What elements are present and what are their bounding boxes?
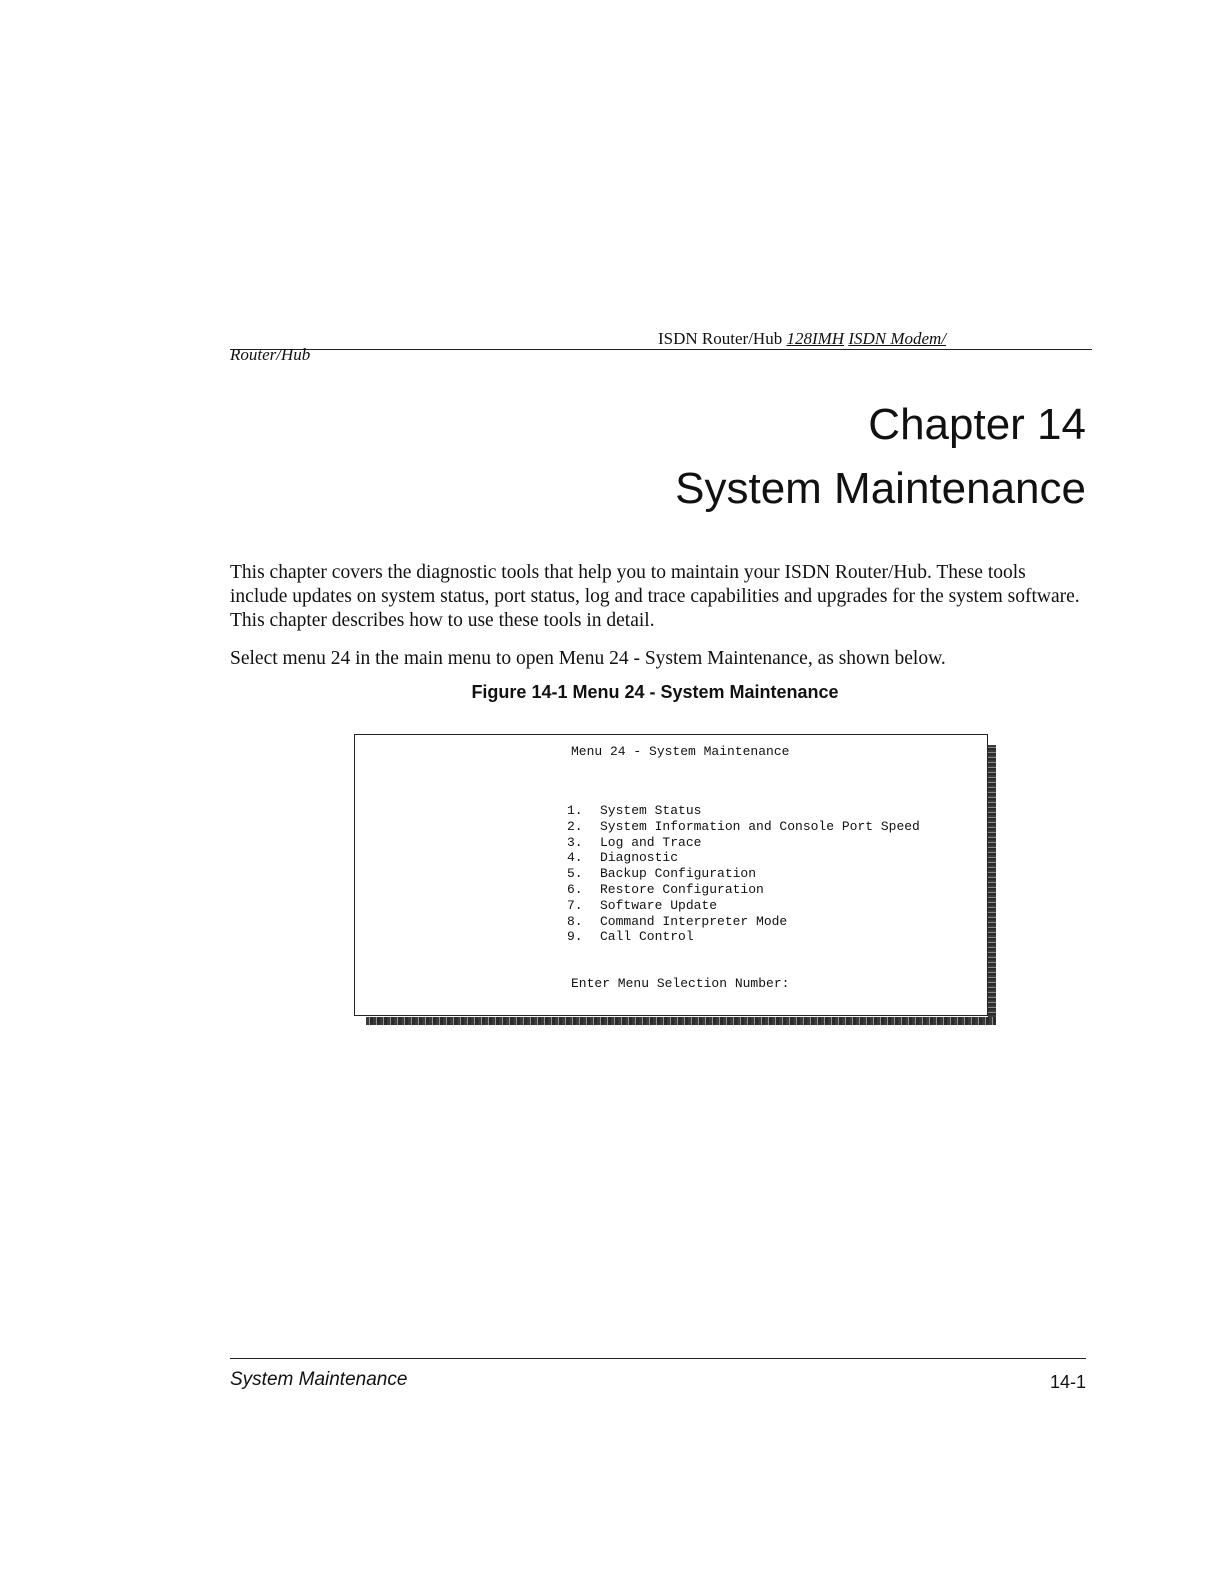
menu-item-number: 2. (567, 818, 583, 834)
footer-rule (230, 1358, 1086, 1359)
menu-item-number: 9. (567, 929, 583, 945)
instruction-paragraph: Select menu 24 in the main menu to open Menu 24 - System Maintenance, as shown below. (230, 648, 946, 669)
header-continuation: Router/Hub (230, 345, 311, 364)
header-product-prefix: ISDN Router/Hub (658, 329, 783, 348)
footer-page-number: 14-1 (1049, 1372, 1086, 1392)
terminal-screen (354, 734, 988, 1016)
terminal-menu-item (567, 882, 920, 898)
menu-item-label: Call Control (600, 929, 694, 945)
menu-item-number: 5. (567, 866, 583, 882)
terminal-menu-item (567, 803, 920, 819)
running-header-title (658, 329, 946, 349)
intro-paragraph: This chapter covers the diagnostic tools that help you to maintain your ISDN Router/Hub. These tools include updates on system status, port status, log and trace capabilities and upgrades for the system software. This chapter describes how to use these tools in detail. (230, 562, 1080, 631)
terminal-menu-item (567, 914, 920, 930)
menu-item-number: 7. (567, 897, 583, 913)
header-model: 128IMH (786, 329, 845, 348)
menu-item-label: Software Update (600, 897, 718, 913)
menu-item-number: 8. (567, 913, 583, 929)
terminal-menu-item (567, 850, 920, 866)
terminal-menu-list (567, 803, 920, 945)
chapter-title: System Maintenance (675, 464, 1086, 513)
menu-item-number: 4. (567, 850, 583, 866)
menu-item-label: System Information and Console Port Speed (600, 818, 920, 834)
chapter-number: Chapter 14 (868, 400, 1086, 449)
terminal-shadow-bottom (366, 1017, 996, 1025)
menu-item-number: 6. (567, 881, 583, 897)
footer-section: System Maintenance (230, 1369, 408, 1390)
terminal-menu-item (567, 866, 920, 882)
terminal-menu-title: Menu 24 - System Maintenance (571, 744, 790, 759)
terminal-menu-item (567, 819, 920, 835)
menu-item-label: Log and Trace (600, 834, 702, 850)
header-product-suffix: ISDN Modem/ (848, 329, 947, 348)
menu-item-label: Command Interpreter Mode (600, 913, 788, 929)
menu-item-label: Diagnostic (600, 850, 679, 866)
menu-item-number: 3. (567, 834, 583, 850)
figure-caption: Figure 14-1 Menu 24 - System Maintenance (471, 682, 839, 702)
menu-item-number: 1. (567, 803, 583, 818)
menu-item-label: Backup Configuration (600, 866, 757, 882)
terminal-menu-item (567, 898, 920, 914)
terminal-menu-item (567, 929, 920, 945)
menu-item-label: System Status (600, 803, 702, 818)
menu-item-label: Restore Configuration (600, 881, 764, 897)
terminal-prompt: Enter Menu Selection Number: (571, 976, 790, 991)
header-rule (230, 349, 1092, 350)
terminal-menu-item (567, 835, 920, 851)
terminal-shadow-right (988, 745, 996, 1025)
